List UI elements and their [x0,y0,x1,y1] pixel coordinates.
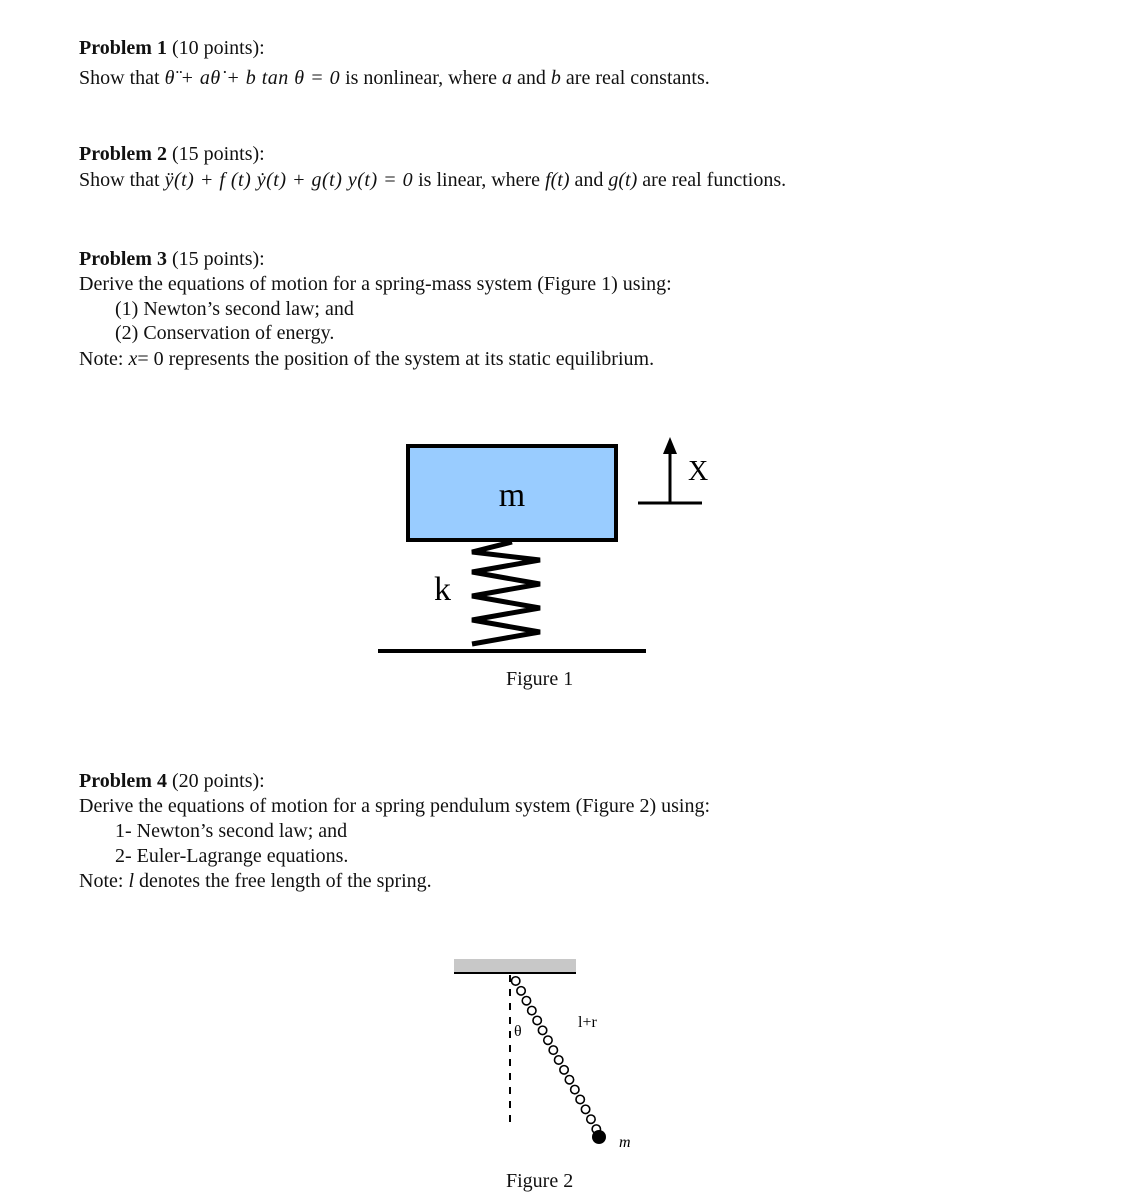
problem-1-suffix-2: are real constants. [565,67,710,89]
problem-4-points: (20 points): [171,770,265,792]
problem-3-points: (15 points): [171,248,265,270]
problem-2-show-prefix: Show that [79,169,160,191]
problem-1-and: and [517,67,546,89]
problem-1-label: Problem 1 [79,37,167,59]
bob-mass-label: m [619,1134,631,1151]
coil-loop [528,1006,536,1014]
problem-4-intro: Derive the equations of motion for a spring pendulum system (Figure 2) using: [79,795,711,817]
problem-3-note-text: = 0 represents the position of the system at its static equilibrium. [137,348,655,370]
axis-label: X [688,456,709,487]
spring-label: k [434,571,451,608]
coil-loop [576,1095,584,1103]
problem-2-equation: ÿ(t) + f (t) ẏ(t) + g(t) y(t) = 0 [164,169,414,191]
problem-3-note-var: x [128,348,138,370]
coil-loop [571,1085,579,1093]
problem-1-var-b: b [550,67,561,89]
coil-loop [554,1056,562,1064]
figure-2-caption: Figure 2 [506,1170,574,1192]
problem-2-suffix-1: is linear, where [418,169,541,191]
problem-3-intro: Derive the equations of motion for a spring-mass system (Figure 1) using: [79,273,672,295]
problem-4-note-var: l [128,870,134,892]
coil-loop [587,1115,595,1123]
problem-4-note-text: denotes the free length of the spring. [139,870,432,892]
coil-loop [565,1075,573,1083]
problem-1-show-prefix: Show that [79,67,160,89]
coil-loop [549,1046,557,1054]
coil-loop [560,1066,568,1074]
length-label: l+r [578,1014,597,1031]
problem-2-var-g: g(t) [608,169,638,191]
problem-1-suffix-1: is nonlinear, where [345,67,498,89]
coil-loop [544,1036,552,1044]
coil-loop [538,1026,546,1034]
coil-loop [511,977,519,985]
coil-spring [511,977,600,1134]
problem-3-item-2: (2) Conservation of energy. [115,322,335,344]
problem-2-label: Problem 2 [79,143,167,165]
coil-loop [522,996,530,1004]
problem-2-var-f: f(t) [545,169,570,191]
problem-4-item-2: 2- Euler-Lagrange equations. [115,845,349,867]
coil-loop [517,987,525,995]
problem-2-suffix-2: are real functions. [642,169,787,191]
angle-label: θ [514,1023,522,1040]
problem-4-label: Problem 4 [79,770,167,792]
problem-4-note-prefix: Note: [79,870,124,892]
problem-1-points: (10 points): [171,37,265,59]
figure-1-caption: Figure 1 [506,668,574,690]
problem-3-item-1: (1) Newton’s second law; and [115,298,354,320]
coil-loop [533,1016,541,1024]
problem-3-note-prefix: Note: [79,348,124,370]
ceiling [454,959,576,973]
problem-2-and: and [574,169,604,191]
problem-4-item-1: 1- Newton’s second law; and [115,820,348,842]
problem-2-points: (15 points): [171,143,265,165]
mass-label: m [498,477,526,514]
problem-1-equation: θ̈ + aθ̇ + b tan θ = 0 [164,67,341,89]
problem-1-var-a: a [502,67,513,89]
pendulum-bob [592,1130,606,1144]
problem-3-label: Problem 3 [79,248,167,270]
coil-loop [581,1105,589,1113]
